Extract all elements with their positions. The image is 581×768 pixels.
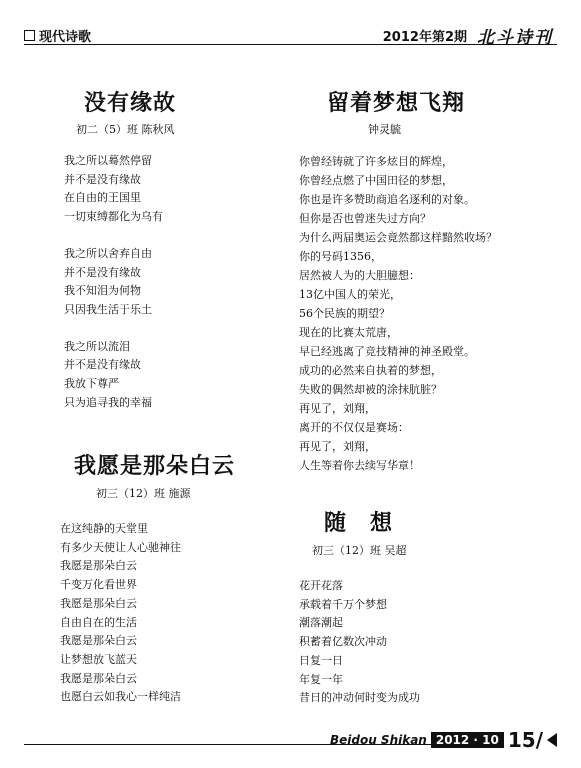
poem-title: 留着梦想飞翔: [327, 91, 466, 116]
poem-line: 日复一日: [299, 653, 343, 667]
poem-line: 我之所以蓦然停留: [64, 154, 152, 167]
section-label-text: 现代诗歌: [39, 30, 92, 45]
poem-line: 我不知泪为何物: [64, 284, 141, 298]
poem-line: 再见了，刘翔，: [299, 402, 376, 415]
poem-line: 居然被人为的大胆臆想：: [299, 269, 420, 282]
poem-line: 失败的偶然却被的涂抹肮脏？: [299, 383, 442, 396]
poem-line: 让梦想放飞蓝天: [60, 652, 137, 666]
poem-lines: [299, 577, 420, 708]
poem-line: 我之所以舍弃自由: [64, 246, 152, 260]
poem-author: 初三（12）班 施源: [96, 487, 191, 500]
poem-lines: [299, 152, 497, 475]
arrow-left-icon: [547, 733, 557, 747]
poem-line: 有多少天使让人心驰神往: [60, 540, 181, 554]
poem-line: 只因我生活于乐土: [64, 302, 152, 316]
poem-title: 随 想: [324, 511, 394, 536]
poem-line: 我愿是那朵白云: [60, 671, 137, 685]
poem-line: 并不是没有缘故: [64, 358, 141, 372]
journal-title: 北斗诗刊: [477, 28, 553, 48]
poem-line: 但你是否也曾迷失过方向？: [299, 212, 431, 225]
poem-title: 没有缘故: [84, 91, 177, 116]
poem-line: 我放下尊严: [64, 377, 119, 391]
poem-line: 我愿是那朵白云: [60, 559, 137, 573]
poem-line: 你也是许多赞助商追名逐利的对象。: [299, 193, 475, 206]
poem-line: 我愿是那朵白云: [60, 596, 137, 610]
poem-author: 初二（5）班 陈秋风: [76, 123, 175, 136]
page-number: 15/: [507, 728, 543, 752]
poem-line: 也愿白云如我心一样纯洁: [60, 690, 181, 704]
poem-line: 我之所以流泪: [64, 339, 130, 353]
poem-line: 潮落潮起: [299, 616, 343, 630]
poem-line: 为什么两届奥运会竟然都这样黯然收场？: [299, 231, 497, 244]
poem-line: 成功的必然来自执着的梦想，: [299, 364, 442, 377]
poem-line: 现在的比赛太荒唐，: [299, 326, 398, 339]
journal-name-en: Beidou Shikan: [329, 733, 427, 747]
poem-line: 积蓄着亿数次冲动: [299, 635, 387, 649]
poem-line: 在这纯静的天堂里: [60, 522, 148, 535]
header-rule: [24, 44, 557, 45]
poem-line: 离开的不仅仅是赛场：: [299, 421, 409, 434]
stanza-break: [64, 320, 163, 338]
poem-lines: [60, 520, 181, 707]
poem-line: 一切束缚都化为乌有: [64, 210, 163, 224]
poem-line: 承载着千万个梦想: [299, 597, 387, 611]
poem-line: 你曾经点燃了中国田径的梦想，: [299, 174, 453, 187]
poem-line: 你曾经铸就了许多炫目的辉煌，: [299, 155, 453, 168]
poem-line: 年复一年: [299, 672, 343, 686]
poem-line: 在自由的王国里: [64, 191, 141, 205]
footer: [330, 728, 557, 752]
poem-line: 早已经逃离了竞技精神的神圣殿堂。: [299, 345, 475, 358]
poem-author: 初三（12）班 吴超: [312, 544, 407, 557]
poem-line: 昔日的冲动何时变为成功: [299, 691, 420, 705]
poem-line: 并不是没有缘故: [64, 265, 141, 279]
issue-date: 2012 · 10: [431, 732, 504, 748]
poem-line: 千变万化看世界: [60, 578, 137, 592]
poem-line: 我愿是那朵白云: [60, 634, 137, 648]
poem-author: 钟灵毓: [368, 123, 401, 136]
poem-line: 56个民族的期望？: [299, 307, 390, 320]
poem-line: 再见了，刘翔，: [299, 440, 376, 453]
poem-line: 13亿中国人的荣光，: [299, 288, 401, 301]
section-label: [24, 26, 91, 45]
poem-line: 并不是没有缘故: [64, 172, 141, 186]
stanza-break: [64, 227, 163, 245]
checkbox-square-icon: [24, 30, 35, 41]
poem-line: 人生等着你去续写华章！: [299, 459, 420, 472]
poem-line: 你的号码1356，: [299, 250, 382, 263]
poem-line: 花开花落: [299, 579, 343, 592]
poem-line: 自由自在的生活: [60, 615, 137, 629]
issue-number: 2012年第2期: [382, 30, 467, 45]
poem-lines: [64, 152, 163, 412]
poem-title: 我愿是那朵白云: [74, 454, 236, 479]
poem-line: 只为追寻我的幸福: [64, 395, 152, 409]
